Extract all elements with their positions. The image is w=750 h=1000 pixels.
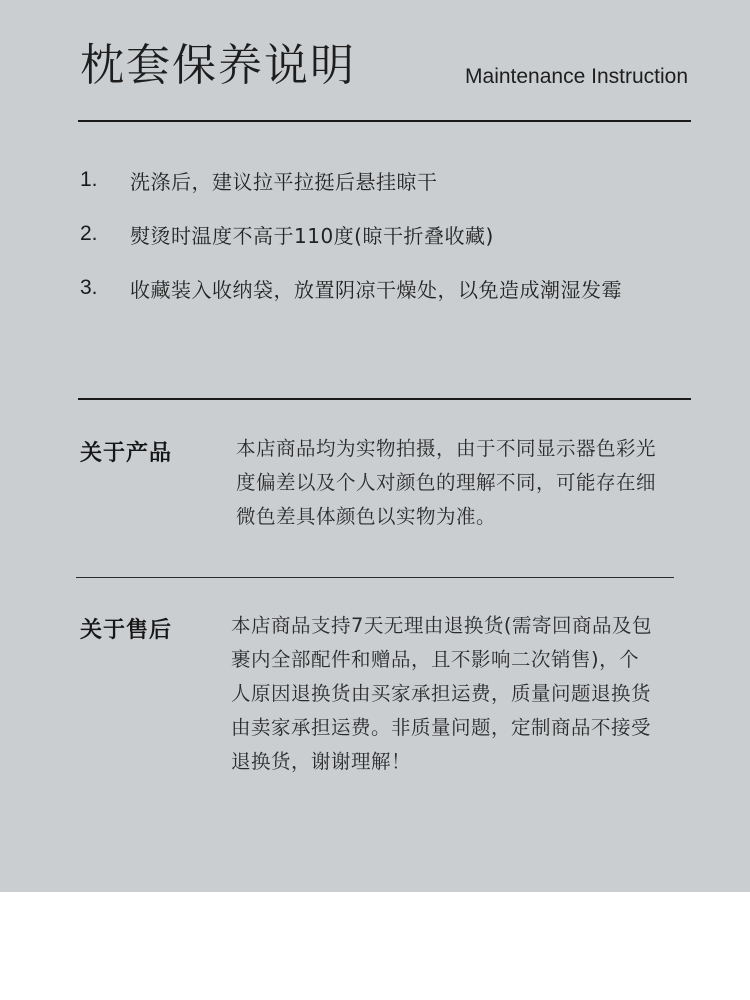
instruction-text: 熨烫时温度不高于110度(晾干折叠收藏) [130, 223, 494, 248]
instruction-item [80, 217, 700, 251]
after-sales-line: 本店商品支持7天无理由退换货(需寄回商品及包 [231, 614, 653, 637]
after-sales-line: 由卖家承担运费。非质量问题，定制商品不接受 [231, 716, 652, 739]
about-product-line: 本店商品均为实物拍摄，由于不同显示器色彩光 [236, 437, 657, 460]
after-sales-line: 人原因退换货由买家承担运费，质量问题退换货 [231, 682, 652, 705]
after-sales-label: 关于售后 [80, 618, 173, 643]
top-divider [78, 120, 691, 122]
instruction-text: 收藏装入收纳袋，放置阴凉干燥处，以免造成潮湿发霉 [130, 277, 622, 302]
page-subtitle: Maintenance Instruction [465, 65, 688, 88]
about-product-text [236, 432, 656, 534]
instruction-number: 2. [80, 222, 98, 245]
about-product-label: 关于产品 [80, 441, 173, 466]
instruction-text: 洗涤后，建议拉平拉挺后悬挂晾干 [130, 169, 438, 194]
about-product-line: 度偏差以及个人对颜色的理解不同，可能存在细 [236, 471, 657, 494]
after-sales-line: 退换货，谢谢理解！ [231, 750, 412, 773]
instruction-number: 1. [80, 168, 98, 191]
section-divider [76, 577, 674, 578]
after-sales-text [231, 609, 652, 779]
middle-divider [78, 398, 691, 400]
instruction-number: 3. [80, 276, 98, 299]
instruction-item [80, 271, 700, 305]
page-title: 枕套保养说明 [80, 40, 356, 91]
instruction-item [80, 163, 700, 197]
about-product-line: 微色差具体颜色以实物为准。 [236, 505, 497, 528]
after-sales-line: 裹内全部配件和赠品，且不影响二次销售)，个 [231, 648, 640, 671]
